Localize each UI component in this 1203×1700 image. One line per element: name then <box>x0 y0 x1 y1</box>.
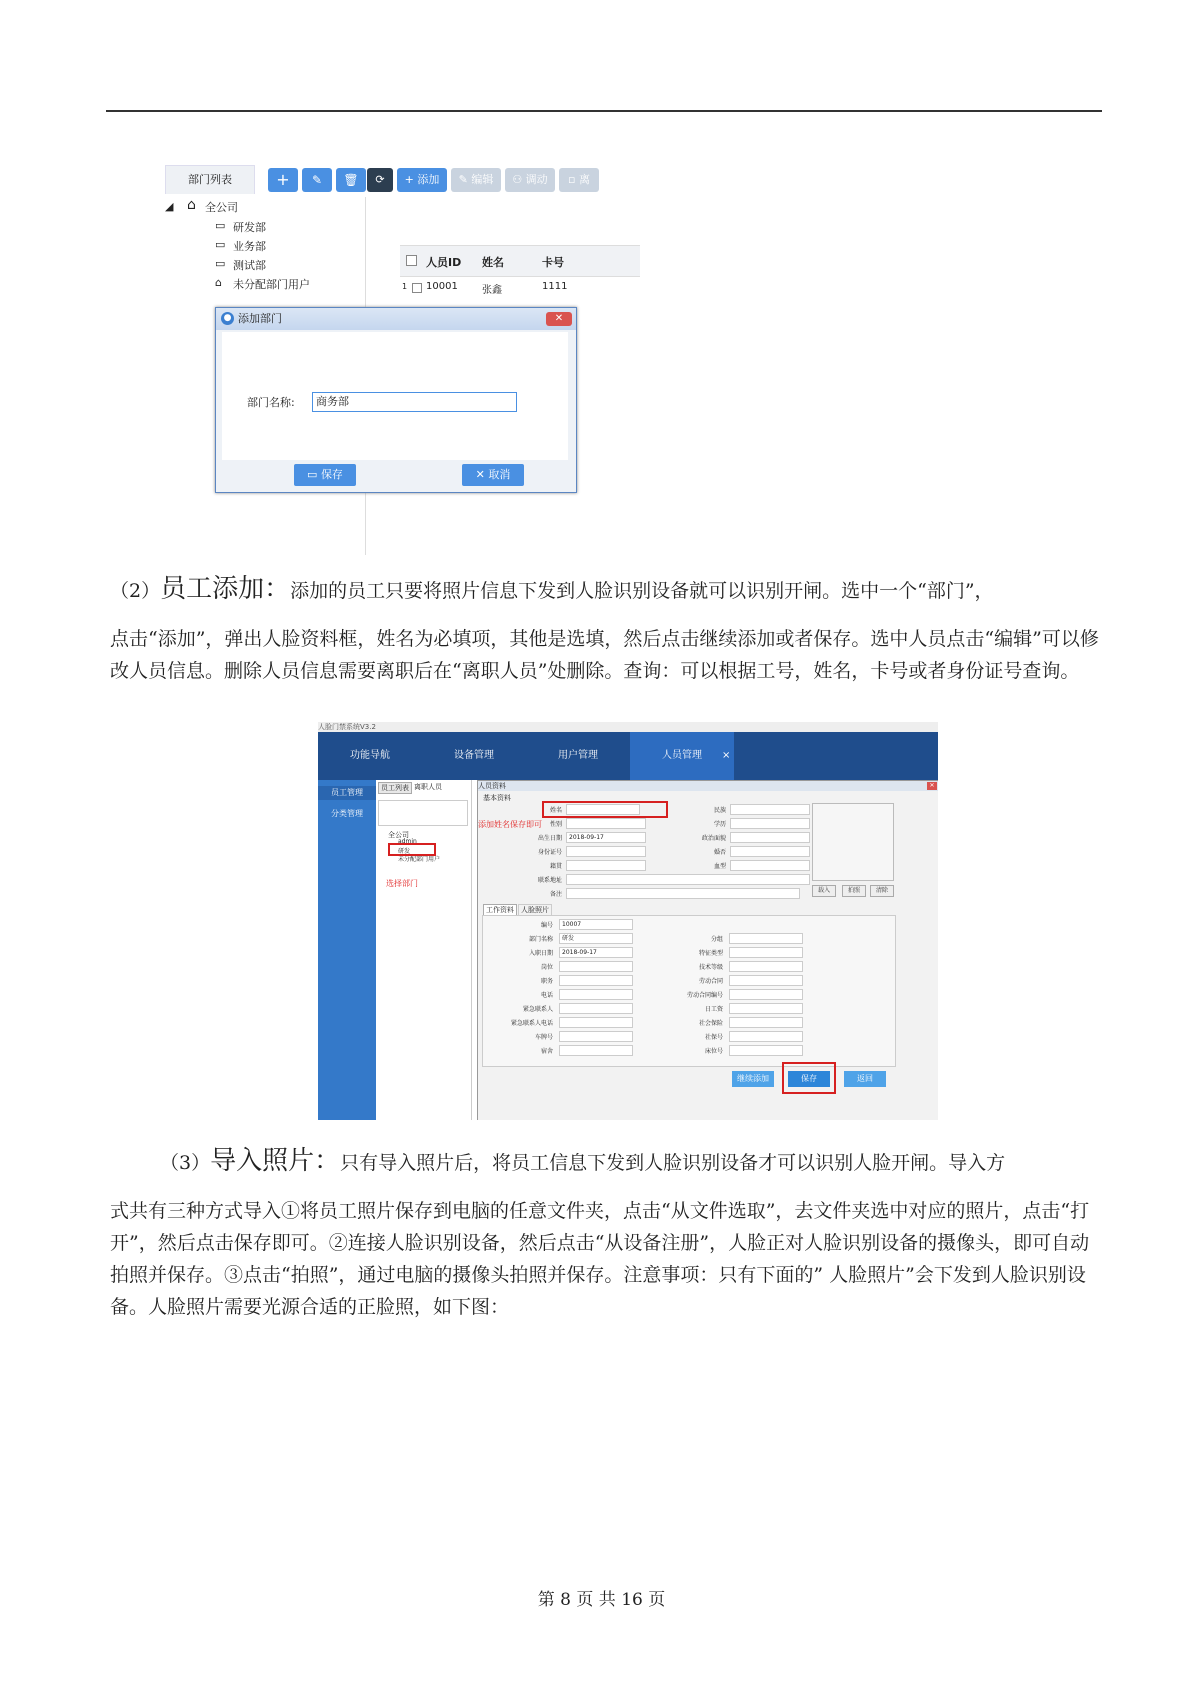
work-field[interactable] <box>559 1003 633 1014</box>
section2-body: 点击“添加”，弹出人脸资料框，姓名为必填项，其他是选填，然后点击继续添加或者保存。选中人员点击“编辑”可以修改人员信息。删除人员信息需要离职后在“离职人员”处删除。查询：可以根据工号，姓名，卡号或者身份证号查询。 <box>110 628 1099 682</box>
work-label: 宿舍 <box>540 1048 553 1055</box>
blood-type-select[interactable] <box>730 860 810 871</box>
home-icon: ⌂ <box>215 276 222 289</box>
col-name: 姓名 <box>482 256 504 269</box>
side-employee[interactable]: 员工管理 <box>318 786 376 800</box>
user-icon: ● <box>221 312 234 325</box>
work-label: 分组 <box>710 936 723 943</box>
birth-date-field[interactable]: 2018-09-17 <box>566 832 646 843</box>
dept-name-label: 部门名称: <box>247 396 295 409</box>
work-label: 入职日期 <box>528 950 553 957</box>
work-label: 社保号 <box>704 1034 723 1041</box>
work-label: 部门名称 <box>528 936 553 943</box>
close-icon[interactable]: ✕ <box>927 782 937 790</box>
work-field[interactable] <box>559 961 633 972</box>
folder-icon: ▭ <box>215 219 226 232</box>
work-field[interactable]: 10007 <box>559 919 633 930</box>
work-label: 日工资 <box>704 1006 723 1013</box>
add-person-button[interactable]: + 添加 <box>397 168 447 192</box>
form-title: 人员资料 <box>478 781 938 791</box>
transfer-button[interactable]: ⚇ 调动 <box>505 168 555 192</box>
marital-select[interactable] <box>730 846 810 857</box>
take-photo-button[interactable]: 拍照 <box>842 885 866 897</box>
tree-expand-icon[interactable]: ◢ <box>165 200 174 213</box>
home-icon: ⌂ <box>187 197 196 213</box>
col-id: 人员ID <box>426 256 462 269</box>
work-label: 职务 <box>540 978 553 985</box>
tree-admin[interactable]: admin <box>398 838 417 845</box>
work-field[interactable] <box>729 947 803 958</box>
native-place-select[interactable] <box>566 860 646 871</box>
highlight-box <box>388 843 436 856</box>
tree-node-rd[interactable]: 研发部 <box>233 221 266 234</box>
tree-node-unassigned[interactable]: 未分配部门用户 <box>233 278 310 291</box>
refresh-button[interactable]: ⟳ <box>367 168 393 192</box>
load-photo-button[interactable]: 载入 <box>812 885 836 897</box>
id-card-field[interactable] <box>566 846 646 857</box>
save-highlight <box>782 1062 836 1094</box>
dialog-body <box>222 332 568 460</box>
gender-select[interactable] <box>566 818 646 829</box>
close-icon[interactable]: ✕ <box>546 312 572 326</box>
work-label: 编号 <box>540 922 553 929</box>
work-field[interactable] <box>729 1031 803 1042</box>
work-field[interactable] <box>729 1003 803 1014</box>
dept-name-input[interactable]: 商务部 <box>312 392 517 412</box>
select-dept-hint: 选择部门 <box>386 879 418 888</box>
tab-resigned[interactable]: 离职人员 <box>414 783 442 791</box>
work-label: 劳动合同编号 <box>686 992 723 999</box>
ethnicity-select[interactable] <box>730 804 810 815</box>
basic-section: 基本资料 <box>483 794 511 802</box>
nav-functions[interactable]: 功能导航 <box>350 750 390 761</box>
nav-users[interactable]: 用户管理 <box>558 750 598 761</box>
tree-root[interactable]: 全公司 <box>205 201 238 214</box>
tree-node-test[interactable]: 测试部 <box>233 259 266 272</box>
header-rule <box>106 110 1102 112</box>
window-titlebar: 人脸门禁系统V3.2 <box>318 722 938 732</box>
work-field[interactable] <box>559 1031 633 1042</box>
edit-dept-button[interactable]: ✎ <box>302 168 332 192</box>
work-field[interactable] <box>729 989 803 1000</box>
department-screenshot <box>155 145 640 555</box>
section2-first-line: （2）员工添加：添加的员工只要将照片信息下发到人脸识别设备就可以识别开闸。选中一个“部门”， <box>110 574 994 604</box>
work-label: 技术等级 <box>698 964 723 971</box>
work-label: 劳动合同 <box>698 978 723 985</box>
add-dept-dialog <box>215 307 577 493</box>
person-form: 人员资料 ✕ 基本资料 姓名 添加姓名保存即可 性别 出生日期 2018-09-17 身份证号 籍贯 联系地址 备注 民族 学历 政治面貌 婚否 血型 载入 拍照 清除 工作资料 人脸照片 编号 10007 部门名称 研发 入职日期 2018-09-17 岗位 职务 电话 紧急联系人 紧急联系人电话 车牌号 宿舍 分组 特征类型 技术等级 劳动合同 劳动合同编号 日工资 社会保险 社保号 床位号 继续添加 保存 返回 <box>477 780 938 1120</box>
tree-rd[interactable]: 研发 <box>398 848 411 855</box>
table-row[interactable]: 1 10001 张鑫 1111 <box>402 281 568 296</box>
tree-node-business[interactable]: 业务部 <box>233 240 266 253</box>
grid-header <box>400 245 640 277</box>
work-label: 紧急联系人电话 <box>510 1020 553 1027</box>
work-field[interactable] <box>729 1045 803 1056</box>
dialog-titlebar <box>216 308 576 330</box>
row-checkbox[interactable] <box>412 283 422 293</box>
work-label: 车牌号 <box>534 1034 553 1041</box>
work-info-panel <box>482 915 896 1067</box>
tab-work-info[interactable]: 工作资料 <box>483 904 517 916</box>
nav-devices[interactable]: 设备管理 <box>454 750 494 761</box>
col-card: 卡号 <box>542 256 564 269</box>
work-field[interactable] <box>559 989 633 1000</box>
tree-root[interactable]: 全公司 <box>388 831 409 839</box>
folder-icon: ▭ <box>215 238 226 251</box>
work-field[interactable] <box>729 1017 803 1028</box>
cancel-button[interactable]: ✕ 取消 <box>462 464 524 486</box>
work-field[interactable] <box>559 975 633 986</box>
clear-photo-button[interactable]: 清除 <box>870 885 894 897</box>
side-menu <box>318 780 376 1120</box>
personnel-screenshot <box>318 722 938 1120</box>
tab-department-list[interactable]: 部门列表 <box>165 165 255 194</box>
education-select[interactable] <box>730 818 810 829</box>
employee-panel <box>376 780 472 1120</box>
name-hint: 添加姓名保存即可 <box>478 820 542 829</box>
continue-add-button[interactable]: 继续添加 <box>732 1071 774 1087</box>
section3-first-line: （3）导入照片：只有导入照片后，将员工信息下发到人脸识别设备才可以识别人脸开闸。导入方 <box>160 1146 1006 1176</box>
resign-button[interactable]: ▫ 离 <box>559 168 599 192</box>
select-all-checkbox[interactable] <box>406 255 417 266</box>
work-label: 紧急联系人 <box>522 1006 553 1013</box>
remark-field[interactable] <box>566 888 800 899</box>
section2-heading: 员工添加： <box>160 574 291 604</box>
work-label: 社会保险 <box>698 1020 723 1027</box>
work-field[interactable] <box>559 1045 633 1056</box>
back-button[interactable]: 返回 <box>844 1071 886 1087</box>
address-field[interactable] <box>566 874 810 885</box>
work-field[interactable]: 2018-09-17 <box>559 947 633 958</box>
political-select[interactable] <box>730 832 810 843</box>
work-field[interactable] <box>729 975 803 986</box>
tree-unassigned[interactable]: 未分配部门用户 <box>398 856 441 863</box>
photo-box <box>812 803 894 881</box>
work-label: 床位号 <box>704 1048 723 1055</box>
dialog-title: 添加部门 <box>238 312 282 325</box>
work-field[interactable] <box>729 961 803 972</box>
delete-dept-button[interactable]: 🗑 <box>336 168 366 192</box>
page-footer: 第 8 页 共 16 页 <box>537 1590 666 1610</box>
folder-icon: ▭ <box>215 257 226 270</box>
side-category[interactable]: 分类管理 <box>331 809 363 818</box>
tab-employee-list[interactable]: 员工列表 <box>378 782 412 794</box>
work-field[interactable] <box>559 1017 633 1028</box>
nav-personnel[interactable]: 人员管理 <box>630 732 734 780</box>
save-button[interactable]: ▭ 保存 <box>294 464 356 486</box>
work-field[interactable]: 研发 <box>559 933 633 944</box>
work-label: 特征类型 <box>698 950 723 957</box>
section3-heading: 导入照片： <box>210 1146 341 1176</box>
work-label: 岗位 <box>540 964 553 971</box>
name-highlight <box>542 801 668 818</box>
work-field[interactable] <box>729 933 803 944</box>
tab-face-photo[interactable]: 人脸照片 <box>518 904 552 916</box>
section3-body: 式共有三种方式导入①将员工照片保存到电脑的任意文件夹，点击“从文件选取”，去文件夹选中对应的照片，点击“打开”，然后点击保存即可。②连接人脸识别设备，然后点击“从设备注册”，人脸正对人脸识别设备的摄像头，即可自动拍照并保存。③点击“拍照”，通过电脑的摄像头拍照并保存。注意事项：只有下面的” 人脸照片”会下发到人脸识别设备。人脸照片需要光源合适的正脸照，如下图： <box>110 1200 1090 1318</box>
edit-person-button[interactable]: ✎ 编辑 <box>451 168 501 192</box>
search-box[interactable] <box>378 800 468 826</box>
add-dept-button[interactable]: + <box>268 168 298 192</box>
save-button[interactable]: 保存 <box>788 1071 830 1087</box>
nav-close-icon[interactable]: × <box>722 750 731 761</box>
work-label: 电话 <box>540 992 553 999</box>
